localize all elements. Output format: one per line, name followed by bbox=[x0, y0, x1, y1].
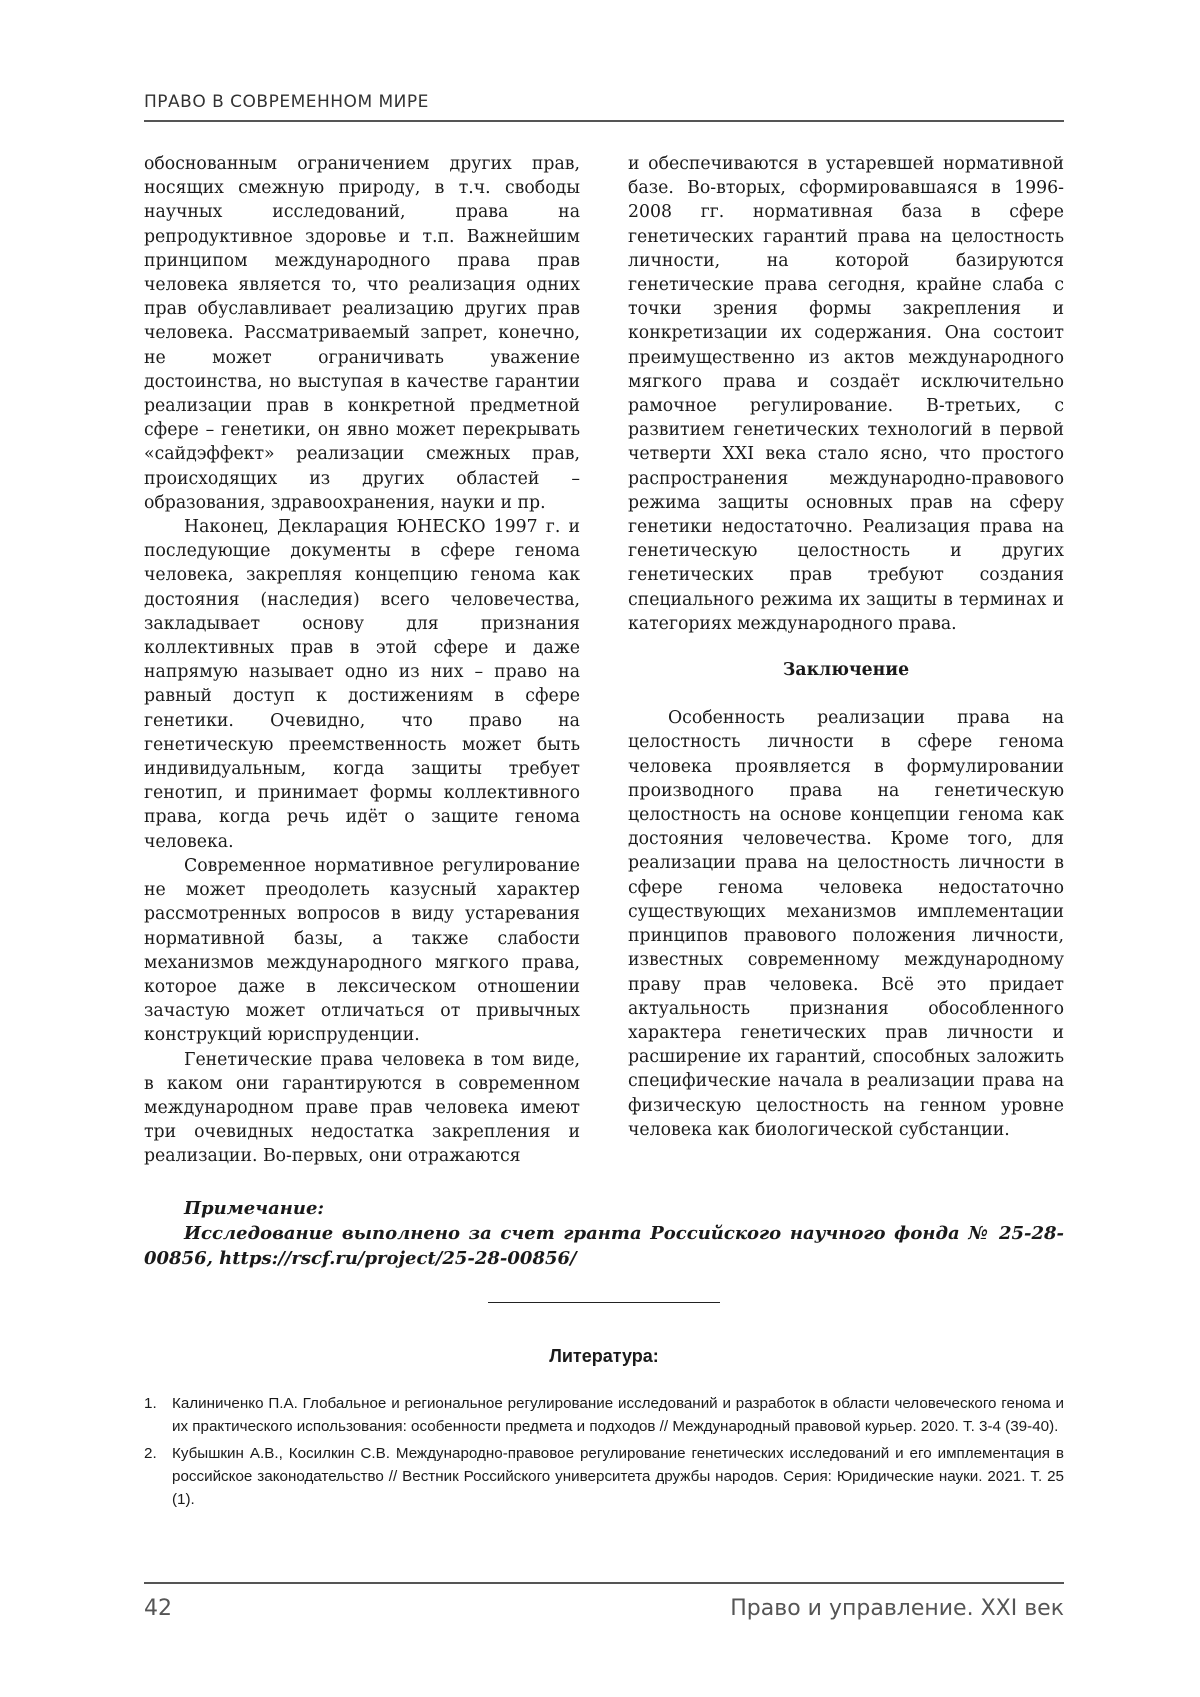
body-paragraph: обоснованным ограничением других прав, носящих смежную природу, в т.ч. свободы научных исследований, права на репродуктивное здоровье и т.п. Важнейшим принципом международного права прав человека является то, что реализация одних прав обуславливает реализацию других прав человека. Рассматриваемый запрет, конечно, не может ограничивать уважение достоинства, но выступая в качестве гарантии реализации прав в конкретной предметной сфере – генетики, он явно может перекрывать «сайдэффект» реализации смежных прав, происходящих из других областей – образования, здравоохранения, науки и пр. bbox=[144, 154, 580, 513]
body-paragraph: и обеспечиваются в устаревшей нормативной базе. Во-вторых, сформировавшаяся в 1996-2008 гг. нормативная база в сфере генетических гарантий права на целостность личности, на которой базируются генетические права сегодня, крайне слаба с точки зрения формы закрепления и конкретизации их содержания. Она состоит преимущественно из актов международного мягкого права и создаёт исключительно рамочное регулирование. В-третьих, с развитием генетических технологий в первой четверти XXI века стало ясно, что простого распространения международно-правового режима защиты основных прав на сферу генетики недостаточно. Реализация права на генетическую целостность и других генетических прав требуют создания специального режима их защиты в терминах и категориях международного права. bbox=[628, 154, 1064, 634]
reference-item bbox=[144, 1442, 1064, 1511]
conclusion-heading: Заключение bbox=[782, 660, 910, 681]
body-paragraph: Современное нормативное регулирование не может преодолеть казусный характер рассмотренных вопросов в виду устаревания нормативной базы, а также слабости механизмов международного мягкого права, которое даже в лексическом отношении зачастую может отличаться от привычных конструкций юриспруденции. bbox=[144, 855, 580, 1046]
note-text: Исследование выполнено за счет гранта Российского научного фонда № 25-28-00856, https://rscf.ru/project/25-28-00856/ bbox=[144, 1223, 1064, 1269]
body-paragraph: Наконец, Декларация ЮНЕСКО 1997 г. и последующие документы в сфере генома человека, закрепляя концепцию генома как достояния (наследия) всего человечества, закладывает основу для признания коллективных прав в этой сфере и даже напрямую называет одно из них – право на равный доступ к достижениям в сфере генетики. Очевидно, что право на генетическую преемственность может быть индивидуальным, когда защиты требует генотип, и принимает формы коллективного права, когда речь идёт о защите генома человека. bbox=[144, 517, 580, 852]
divider bbox=[488, 1302, 720, 1303]
note-block bbox=[144, 1196, 1064, 1271]
page-number: 42 bbox=[144, 1596, 172, 1621]
reference-item bbox=[144, 1392, 1064, 1438]
journal-title: Право и управление. XXI век bbox=[730, 1596, 1064, 1621]
running-header: ПРАВО В СОВРЕМЕННОМ МИРЕ bbox=[144, 92, 1064, 122]
note-title: Примечание: bbox=[184, 1198, 325, 1219]
reference-number: 1. bbox=[144, 1395, 157, 1412]
reference-text: Калиниченко П.А. Глобальное и региональное регулирование исследований и разработок в области человеческого генома и их практического использования: особенности предмета и подходов // Международный правовой курьер. 2020. Т. 3-4 (39-40). bbox=[172, 1395, 1064, 1435]
conclusion-paragraph: Особенность реализации права на целостность личности в сфере генома человека проявляется в формулировании производного права на генетическую целостность на основе концепции генома как достояния человечества. Кроме того, для реализации права на целостность личности в сфере генома человека недостаточно существующих механизмов имплементации принципов правового положения личности, известных современному международному праву прав человека. Всё это придает актуальность признания обособленного характера генетических прав личности и расширение их гарантий, способных заложить специфические начала в реализации права на физическую целостность на генном уровне человека как биологической субстанции. bbox=[628, 708, 1064, 1140]
references-list bbox=[144, 1392, 1064, 1515]
reference-text: Кубышкин А.В., Косилкин С.В. Международно-правовое регулирование генетических исследований и его имплементация в российское законодательство // Вестник Российского университета дружбы народов. Серия: Юридические науки. 2021. Т. 25 (1). bbox=[172, 1445, 1064, 1508]
right-column bbox=[628, 152, 1064, 1142]
body-paragraph: Генетические права человека в том виде, в каком они гарантируются в современном международном праве прав человека имеют три очевидных недостатка закрепления и реализации. Во-первых, они отражаются bbox=[144, 1049, 580, 1167]
reference-number: 2. bbox=[144, 1445, 157, 1462]
references-heading: Литература: bbox=[549, 1346, 659, 1366]
footer-rule bbox=[144, 1582, 1064, 1584]
left-column bbox=[144, 152, 580, 1169]
